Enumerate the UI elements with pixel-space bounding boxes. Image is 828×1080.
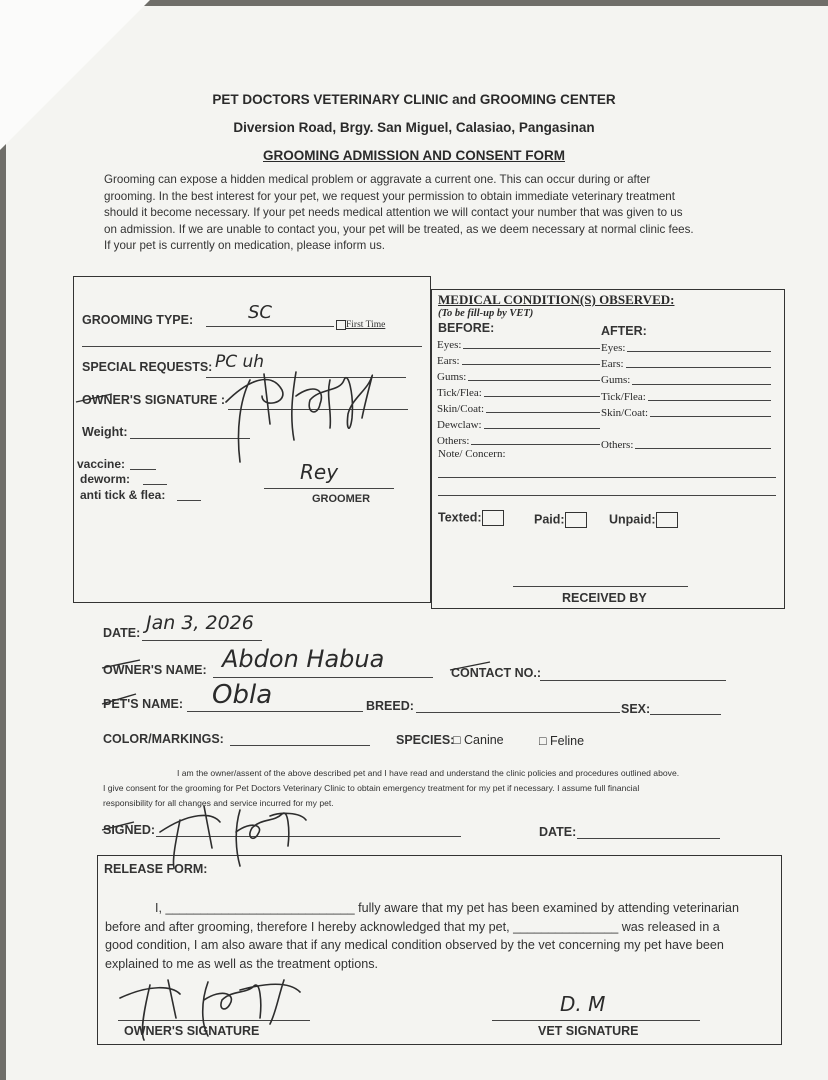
intro-line: Grooming can expose a hidden medical problem or aggravate a current one. This can occur during or after	[104, 173, 651, 186]
special-requests-value[interactable]: PC uh	[215, 352, 265, 372]
intro-line: on admission. If we are unable to contact you, your pet will be treated, as we deem necessary at normal clinic fees.	[104, 222, 694, 236]
vet-signature[interactable]: D. M	[560, 992, 606, 1016]
consent-line: I am the owner/assent of the above described pet and I have read and understand the clinic policies and procedures outlined above.	[177, 768, 680, 778]
species-label: SPECIES:	[396, 733, 455, 747]
groomer-label: GROOMER	[312, 493, 371, 505]
release-owner-scribble	[120, 980, 300, 1040]
contact-label: CONTACT NO.:	[451, 666, 542, 680]
before-item-label: Ears:	[437, 355, 460, 367]
before-item-label: Dewclaw:	[437, 419, 482, 431]
signed-label: SIGNED:	[103, 823, 156, 837]
owner-signature-scribble	[226, 372, 372, 462]
release-title: RELEASE FORM:	[104, 862, 208, 876]
after-item-label: Gums:	[601, 374, 631, 387]
texted-text: Texted:	[438, 510, 482, 525]
after-item-label: Others:	[601, 439, 634, 452]
after-item-label: Eyes:	[601, 342, 626, 354]
special-requests-label: SPECIAL REQUESTS:	[82, 360, 213, 374]
release-line: explained to me as well as the treatment options.	[105, 956, 379, 971]
form-title: GROOMING ADMISSION AND CONSENT FORM	[263, 148, 565, 163]
owner-signature-label: OWNER'S SIGNATURE :	[82, 393, 226, 407]
owner-label-strike	[76, 394, 112, 402]
medical-title: MEDICAL CONDITION(S) OBSERVED:	[438, 292, 675, 307]
received-by-label: RECEIVED BY	[562, 591, 647, 605]
owner-name-value[interactable]: Abdon Habua	[222, 645, 385, 673]
after-item-label: Ears:	[601, 358, 624, 371]
pet-name-label: PET'S NAME:	[103, 697, 184, 711]
vet-sig-label: VET SIGNATURE	[538, 1024, 639, 1038]
release-line: before and after grooming, therefore I hereby acknowledged that my pet, _______________ was released in a	[105, 919, 720, 934]
consent-line: responsibility for all changes and service incurred for my pet.	[103, 798, 334, 808]
medical-subtitle: (To be fill-up by VET)	[438, 308, 534, 319]
owner-name-label: OWNER'S NAME:	[103, 663, 207, 677]
date-label: DATE:	[103, 626, 141, 640]
owner-sig-label: OWNER'S SIGNATURE	[124, 1024, 260, 1038]
after-label: AFTER:	[601, 324, 647, 338]
grooming-type-label: GROOMING TYPE:	[82, 313, 194, 327]
signed-scribble	[160, 806, 306, 868]
signed-strike	[102, 822, 134, 830]
note-label: Note/ Concern:	[438, 448, 506, 460]
groomer-signature[interactable]: Rey	[300, 460, 339, 484]
deworm-label: deworm:	[80, 472, 131, 486]
consent-line: I give consent for the grooming for Pet Doctors Veterinary Clinic to obtain emergency treatment for my pet if necessary. I assume full financial	[103, 783, 640, 793]
paid-text: Paid:	[534, 512, 565, 527]
before-item-label: Gums:	[437, 371, 467, 383]
species-feline-option[interactable]: □ Feline	[539, 734, 585, 748]
after-item-label: Skin/Coat:	[601, 406, 649, 419]
before-label: BEFORE:	[438, 321, 495, 335]
intro-line: grooming. In the best interest for your pet, we request your permission to obtain immediate veterinary treatment	[104, 189, 675, 203]
grooming-type-value[interactable]: SC	[248, 302, 272, 323]
before-item-label: Tick/Flea:	[437, 387, 482, 399]
pet-name-value[interactable]: Obla	[212, 680, 273, 710]
weight-label: Weight:	[82, 425, 128, 439]
intro-line: should it become necessary. If your pet needs medical attention we will contact your number that was given to us	[104, 206, 683, 219]
date-value[interactable]: Jan 3, 2026	[146, 612, 254, 634]
release-line: good condition, I am also aware that if any medical condition observed by the vet concerning my pet have been	[105, 938, 724, 952]
signed-date-label: DATE:	[539, 825, 577, 839]
clinic-name: PET DOCTORS VETERINARY CLINIC and GROOMING CENTER	[212, 92, 616, 107]
sex-label: SEX:	[621, 702, 651, 716]
after-item-label: Tick/Flea:	[601, 390, 646, 403]
clinic-address: Diversion Road, Brgy. San Miguel, Calasiao, Pangasinan	[233, 120, 595, 135]
owner-name-strike	[102, 660, 140, 668]
before-item-label: Skin/Coat:	[437, 403, 485, 415]
contact-strike	[450, 662, 490, 670]
first-time-label: First Time	[346, 320, 386, 330]
vaccine-label: vaccine:	[77, 457, 126, 471]
intro-line: If your pet is currently on medication, please inform us.	[104, 239, 385, 252]
release-line: I, ___________________________ fully aware that my pet has been examined by attending veterinarian	[155, 901, 739, 915]
breed-label: BREED:	[366, 699, 414, 713]
antitick-label: anti tick & flea:	[80, 488, 166, 502]
unpaid-text: Unpaid:	[609, 512, 656, 527]
before-item-label: Eyes:	[437, 339, 462, 351]
color-label: COLOR/MARKINGS:	[103, 732, 224, 746]
before-item-label: Others:	[437, 435, 470, 447]
pet-name-strike	[102, 694, 136, 704]
species-canine-option[interactable]: □ Canine	[453, 733, 504, 747]
